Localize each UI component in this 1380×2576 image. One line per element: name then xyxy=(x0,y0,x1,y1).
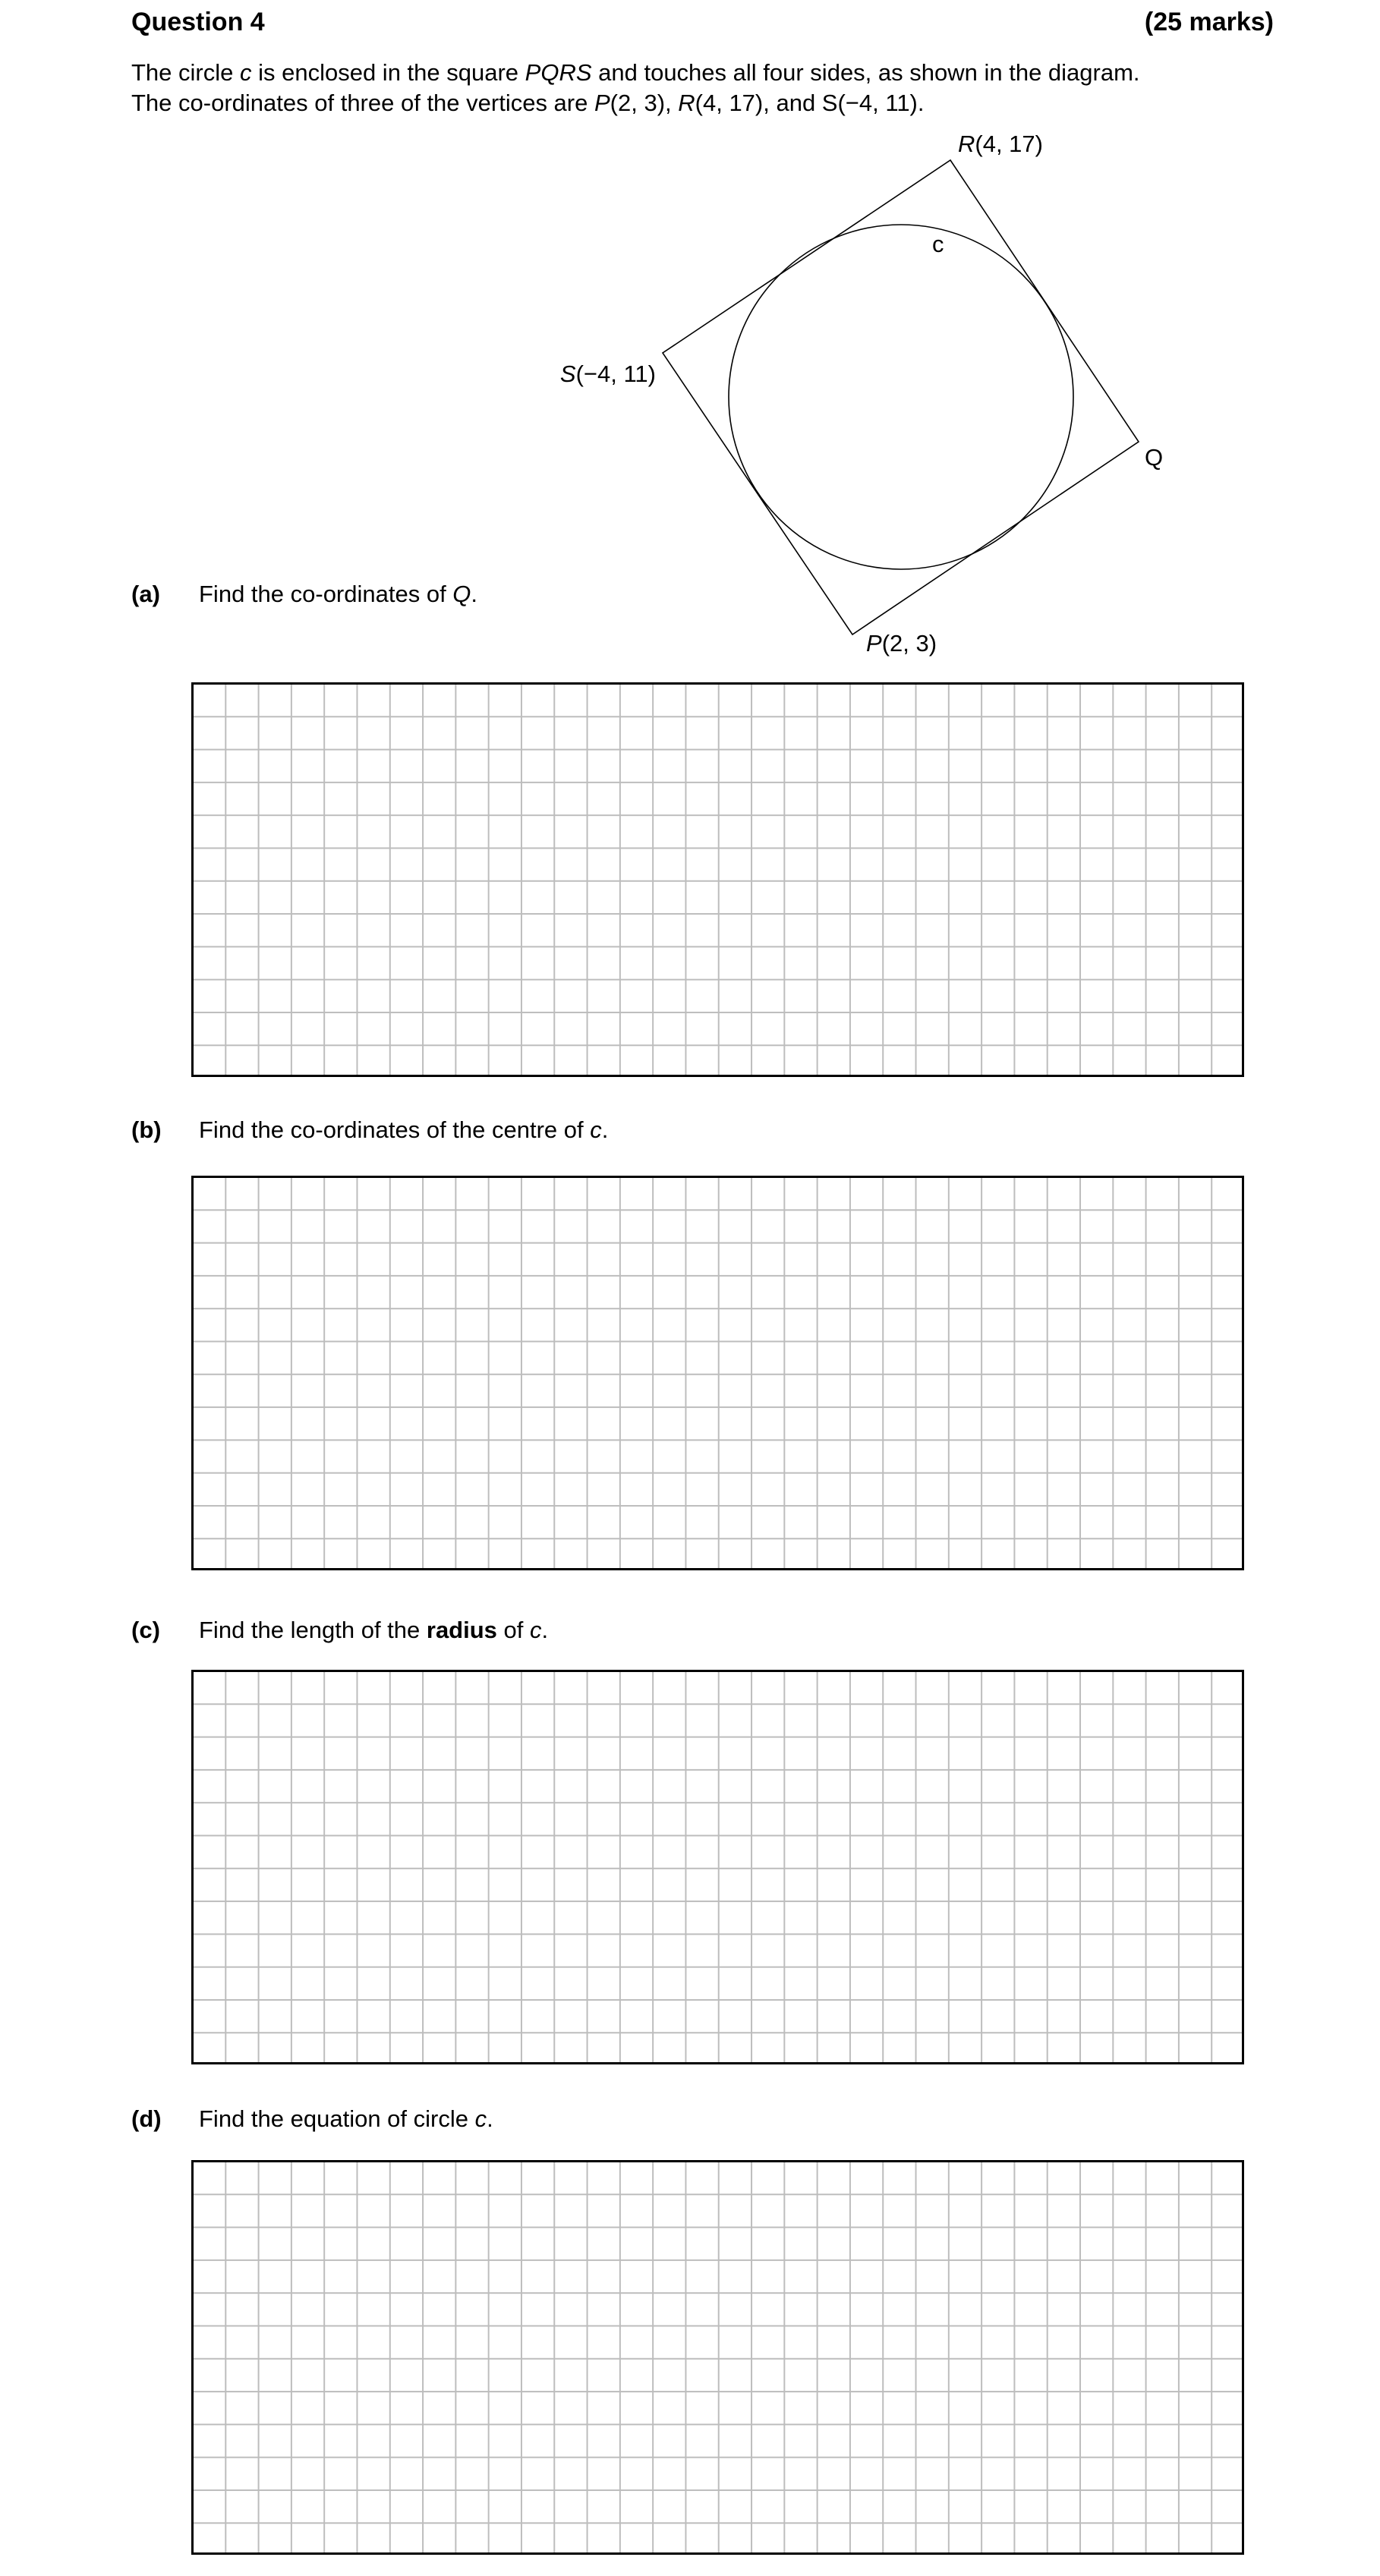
text: of xyxy=(496,1617,530,1643)
text: Find the co-ordinates of xyxy=(199,581,453,607)
text: and touches all four sides, as shown in the diagram. xyxy=(591,59,1140,86)
var-p: P xyxy=(866,630,882,657)
text: . xyxy=(541,1617,549,1643)
part-a-label: (a) xyxy=(131,581,160,607)
text: . xyxy=(487,2105,493,2132)
text: (4, 17), and S(−4, 11). xyxy=(695,90,925,116)
label-q: Q xyxy=(1145,444,1164,471)
circle-c xyxy=(729,225,1073,569)
label-s xyxy=(560,361,656,388)
part-b-question xyxy=(199,1116,608,1144)
text: Find the equation of circle xyxy=(199,2105,475,2132)
text: . xyxy=(601,1116,609,1143)
var-pqrs: PQRS xyxy=(525,59,592,86)
var: Q xyxy=(452,581,471,607)
text: (2, 3) xyxy=(881,630,937,657)
answer-box-a[interactable] xyxy=(191,682,1244,1077)
answer-box-b[interactable] xyxy=(191,1176,1244,1570)
label-c: c xyxy=(932,231,944,257)
text: Find the length of the xyxy=(199,1617,427,1643)
part-c-label: (c) xyxy=(131,1617,160,1643)
var-s: S xyxy=(559,361,576,387)
part-a-question xyxy=(199,581,477,608)
text: The circle xyxy=(131,59,240,86)
label-p xyxy=(866,630,937,657)
question-title: Question 4 xyxy=(131,8,265,36)
var-c: c xyxy=(239,59,252,86)
answer-box-c[interactable] xyxy=(191,1670,1244,2064)
text: Find the co-ordinates of the centre of xyxy=(199,1116,591,1143)
var: c xyxy=(590,1116,602,1143)
label-r xyxy=(958,131,1043,158)
part-d-question xyxy=(199,2105,493,2133)
var-p: P xyxy=(594,90,610,116)
text: (2, 3), xyxy=(610,90,679,116)
text: (−4, 11) xyxy=(575,361,656,387)
text: is enclosed in the square xyxy=(251,59,525,86)
question-marks: (25 marks) xyxy=(1144,8,1274,36)
var-r: R xyxy=(958,131,975,157)
var: c xyxy=(530,1617,542,1643)
part-c-question xyxy=(199,1617,548,1644)
part-b-label: (b) xyxy=(131,1116,162,1143)
text: . xyxy=(471,581,478,607)
part-d-label: (d) xyxy=(131,2105,162,2132)
answer-box-d[interactable] xyxy=(191,2160,1244,2555)
var-r: R xyxy=(678,90,695,116)
square-pqrs xyxy=(663,160,1139,635)
text: The co-ordinates of three of the vertices are xyxy=(131,90,594,116)
var: c xyxy=(474,2105,487,2132)
bold-text: radius xyxy=(426,1617,497,1643)
text: (4, 17) xyxy=(975,131,1043,157)
